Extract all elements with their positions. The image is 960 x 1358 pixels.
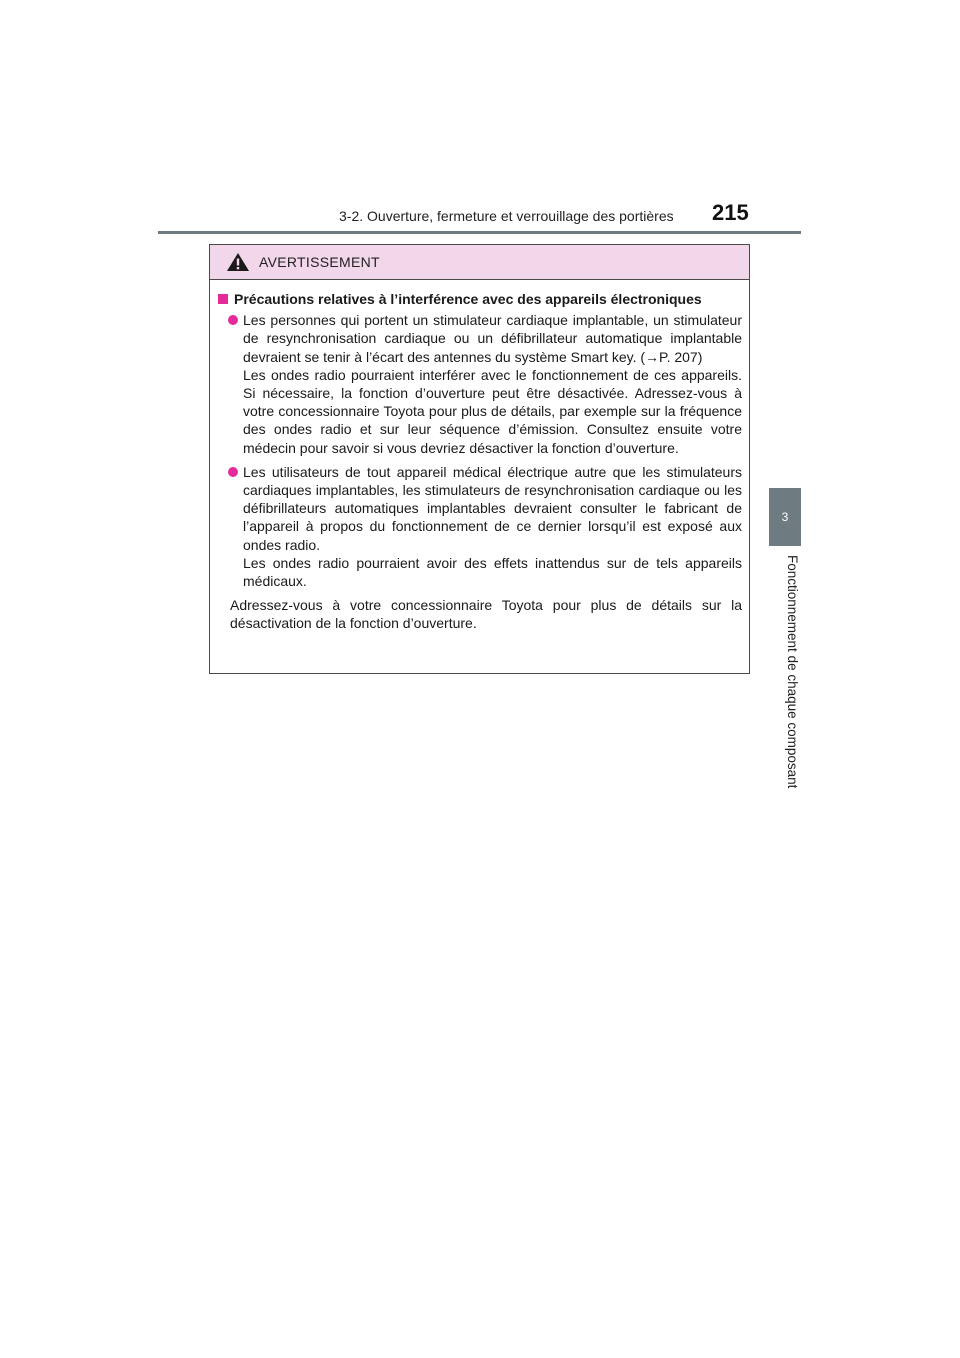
chapter-title: Fonctionnement de chaque composant: [785, 555, 800, 789]
list-item: [228, 463, 742, 590]
paragraph: Les ondes radio pourraient avoir des effets inattendus sur de tels appareils médicaux.: [243, 554, 742, 590]
chapter-tab: 3: [769, 488, 801, 546]
section-title: [218, 290, 742, 308]
warning-triangle-icon: [226, 252, 250, 272]
closing-paragraph: Adressez-vous à votre concessionnaire Toyota pour plus de détails sur la désactivation de la fonction d’ouverture.: [230, 597, 742, 632]
section-heading: 3-2. Ouverture, fermeture et verrouillage des portières: [339, 208, 674, 224]
paragraph: Les utilisateurs de tout appareil médical électrique autre que les stimulateurs cardiaques implantables, les stimulateurs de resynchronisation cardiaque ou les défibrillateurs automatiques implantables devraient consulter le fabricant de l’appareil à propos du fonctionnement de ce dernier lorsqu’il est exposé aux ondes radio.: [243, 463, 742, 553]
list-item: [228, 311, 742, 457]
header-rule: [158, 231, 801, 234]
paragraph: Les personnes qui portent un stimulateur cardiaque implantable, un stimulateur de resynchronisation cardiaque ou un défibrillateur automatique implantable devraient se tenir à l’écart des antennes du système Smart key. (→P. 207): [243, 312, 742, 365]
warning-header: [210, 245, 749, 280]
round-bullet-icon: [228, 467, 238, 477]
round-bullet-icon: [228, 315, 238, 325]
list-item-text: [243, 311, 742, 457]
section-title-text: Précautions relatives à l’interférence avec des appareils électroniques: [234, 291, 702, 307]
warning-box: [209, 244, 750, 674]
warning-body: [210, 280, 749, 633]
page-number: 215: [712, 200, 749, 225]
paragraph: Les ondes radio pourraient interférer avec le fonctionnement de ces appareils. Si nécessaire, la fonction d’ouverture peut être désactivée. Adressez-vous à votre concessionnaire Toyota pour plus de détails, par exemple sur la fréquence des ondes radio et sur leur séquence d’émission. Consultez ensuite votre médecin pour savoir si vous devriez désactiver la fonction d’ouverture.: [243, 366, 742, 456]
list-item-text: [243, 463, 742, 590]
square-bullet-icon: [218, 294, 228, 304]
warning-title: AVERTISSEMENT: [259, 254, 380, 270]
